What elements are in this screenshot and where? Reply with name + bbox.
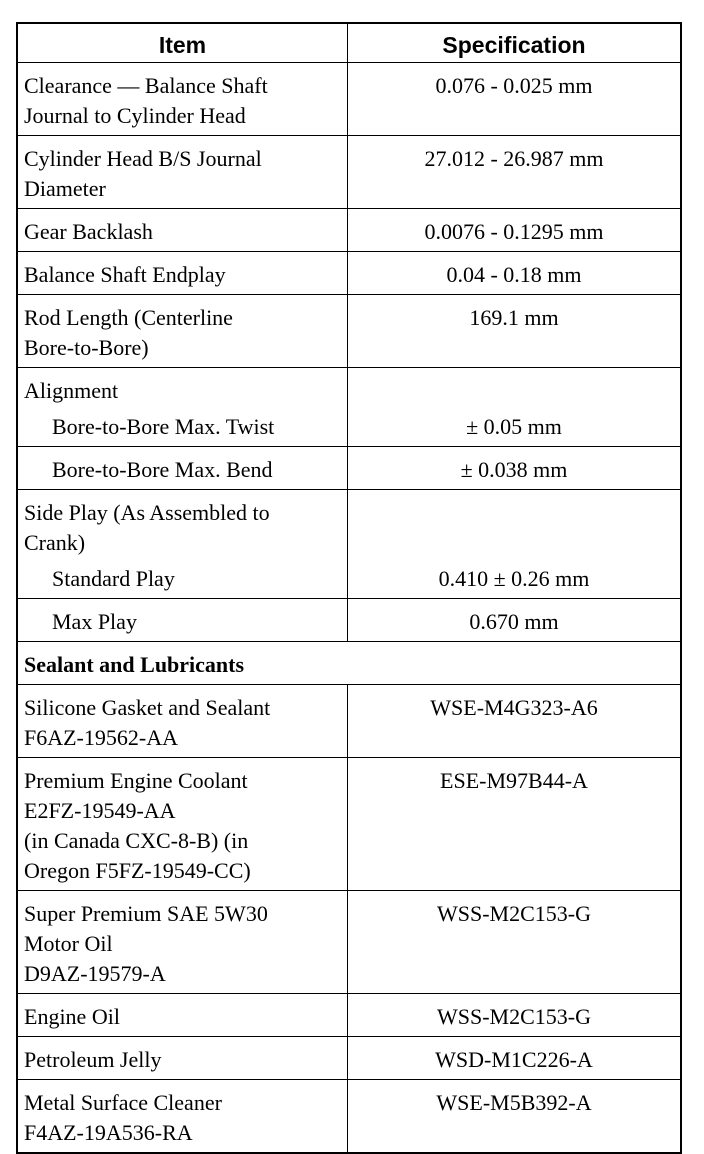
item-cell	[18, 295, 348, 367]
item-line: Side Play (As Assembled to	[24, 500, 270, 525]
item-line: Rod Length (Centerline	[24, 305, 233, 330]
spec-cell: ± 0.05 mm	[466, 414, 562, 439]
table-row	[18, 684, 680, 757]
item-line: Metal Surface Cleaner	[24, 1090, 222, 1115]
item-cell	[18, 994, 348, 1036]
spec-cell: 0.076 - 0.025 mm	[435, 73, 593, 98]
table-row	[18, 62, 680, 135]
item-cell	[18, 685, 348, 757]
side-play-group	[18, 489, 680, 598]
item-line: Gear Backlash	[24, 219, 153, 244]
item-line: E2FZ-19549-AA	[24, 798, 176, 823]
item-line: Journal to Cylinder Head	[24, 103, 246, 128]
item-line: Engine Oil	[24, 1004, 120, 1029]
table-row	[18, 598, 680, 641]
alignment-label: Alignment	[18, 368, 348, 410]
spec-cell: WSE-M5B392-A	[436, 1090, 592, 1115]
table-row	[18, 993, 680, 1036]
item-line: F6AZ-19562-AA	[24, 725, 178, 750]
section-title: Sealant and Lubricants	[24, 652, 245, 677]
item-line: Balance Shaft Endplay	[24, 262, 226, 287]
item-cell	[18, 209, 348, 251]
item-line: Motor Oil	[24, 931, 113, 956]
item-line: D9AZ-19579-A	[24, 961, 166, 986]
item-line: Cylinder Head B/S Journal	[24, 146, 262, 171]
table-row	[18, 562, 680, 598]
spec-cell: WSS-M2C153-G	[436, 901, 591, 926]
item-line: F4AZ-19A536-RA	[24, 1120, 193, 1145]
spec-cell: WSD-M1C226-A	[435, 1047, 593, 1072]
table-row	[18, 208, 680, 251]
item-line: Crank)	[24, 530, 86, 555]
spec-cell: ± 0.038 mm	[460, 457, 568, 482]
table-row	[18, 1036, 680, 1079]
item-cell	[18, 1037, 348, 1079]
item-line: Diameter	[24, 176, 106, 201]
alignment-group	[18, 367, 680, 446]
item-cell	[18, 1080, 348, 1152]
spec-cell: 0.04 - 0.18 mm	[446, 262, 582, 287]
item-line: Silicone Gasket and Sealant	[24, 695, 271, 720]
spec-cell: 0.0076 - 0.1295 mm	[424, 219, 604, 244]
item-cell	[18, 63, 348, 135]
spec-cell: WSE-M4G323-A6	[430, 695, 598, 720]
item-cell	[18, 891, 348, 993]
item-line: Bore-to-Bore)	[24, 335, 149, 360]
spec-cell: ESE-M97B44-A	[440, 768, 588, 793]
item-cell: Bore-to-Bore Max. Bend	[18, 447, 348, 489]
spec-cell: WSS-M2C153-G	[436, 1004, 591, 1029]
table-row	[18, 294, 680, 367]
spec-table	[16, 22, 682, 1154]
item-line: Clearance — Balance Shaft	[24, 73, 268, 98]
table-row	[18, 251, 680, 294]
spec-cell: 27.012 - 26.987 mm	[424, 146, 604, 171]
item-cell	[18, 252, 348, 294]
header-item: Item	[18, 24, 348, 62]
spec-cell: 0.670 mm	[469, 609, 559, 634]
table-row	[18, 410, 680, 446]
side-play-label	[18, 490, 348, 562]
item-line: Premium Engine Coolant	[24, 768, 248, 793]
header-specification: Specification	[442, 32, 586, 58]
item-line: Oregon F5FZ-19549-CC)	[24, 858, 251, 883]
item-line: Super Premium SAE 5W30	[24, 901, 268, 926]
item-cell: Max Play	[18, 599, 348, 641]
table-row	[18, 1079, 680, 1152]
table-row	[18, 135, 680, 208]
item-cell	[18, 758, 348, 890]
item-cell	[18, 136, 348, 208]
item-cell: Standard Play	[18, 562, 348, 598]
item-line: Petroleum Jelly	[24, 1047, 162, 1072]
spec-cell: 169.1 mm	[469, 305, 559, 330]
table-row	[18, 757, 680, 890]
spec-cell: 0.410 ± 0.26 mm	[438, 566, 590, 591]
table-row	[18, 446, 680, 489]
item-line: (in Canada CXC-8-B) (in	[24, 828, 249, 853]
table-header-row	[18, 24, 680, 62]
section-header-row	[18, 641, 680, 684]
item-cell: Bore-to-Bore Max. Twist	[18, 410, 348, 446]
table-row	[18, 890, 680, 993]
